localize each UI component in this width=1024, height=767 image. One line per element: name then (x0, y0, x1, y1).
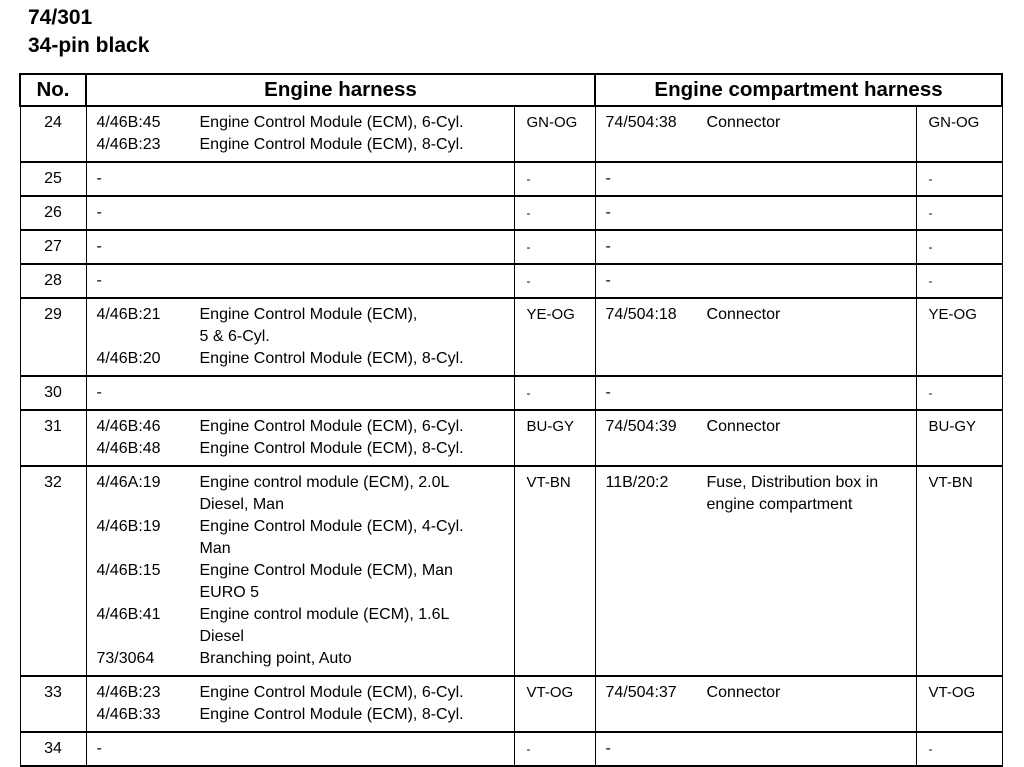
engine-harness-code: 4/46B:19 (96, 518, 161, 535)
engine-harness-code: 4/46B:23 (96, 136, 161, 153)
pin-number-text: 29 (44, 306, 62, 323)
engine-harness-description: Branching point, Auto (199, 650, 352, 667)
pin-number-text: 34 (44, 740, 62, 757)
compartment-harness-description (707, 270, 916, 292)
engine-wire-color-cell (514, 410, 595, 466)
engine-harness-code: 4/46B:45 (96, 114, 161, 131)
pin-number-text: 30 (44, 384, 62, 401)
engine-harness-description (200, 738, 514, 760)
compartment-harness-cell (595, 264, 916, 298)
engine-wire-color: GN-OG (526, 114, 578, 131)
compartment-harness-cell (595, 230, 916, 264)
engine-harness-cell (86, 410, 514, 466)
pin-number-text: 24 (44, 114, 62, 131)
engine-harness-description: Engine Control Module (ECM), Man EURO 5 (199, 562, 453, 601)
compartment-wire-color-cell (916, 230, 1002, 264)
table-row (20, 230, 1002, 264)
engine-wire-color: VT-BN (526, 474, 571, 491)
compartment-wire-color: VT-BN (928, 474, 973, 491)
compartment-wire-color-cell (916, 376, 1002, 410)
compartment-wire-color: BU-GY (928, 418, 977, 435)
compartment-wire-color: VT-OG (928, 684, 976, 701)
engine-wire-color: - (526, 206, 531, 220)
engine-wire-color: - (526, 742, 531, 756)
compartment-harness-entry (606, 236, 916, 258)
engine-harness-code: - (96, 384, 102, 401)
engine-harness-entry (97, 682, 514, 704)
engine-harness-entry (97, 202, 514, 224)
engine-harness-description (200, 202, 514, 224)
engine-wire-color: YE-OG (526, 306, 575, 323)
compartment-wire-color: - (928, 206, 933, 220)
engine-harness-description: Engine Control Module (ECM), 6-Cyl. (199, 418, 464, 435)
compartment-harness-cell (595, 106, 916, 162)
compartment-wire-color: - (928, 240, 933, 254)
compartment-harness-code: 11B/20:2 (605, 474, 669, 491)
header-engine-harness: Engine harness (86, 74, 595, 106)
pin-number-text: 33 (44, 684, 62, 701)
engine-harness-code: - (96, 204, 102, 221)
engine-harness-code: 4/46B:48 (96, 440, 161, 457)
engine-harness-description: Engine Control Module (ECM), 6-Cyl. (199, 684, 464, 701)
engine-wire-color: - (526, 240, 531, 254)
engine-harness-cell (86, 376, 514, 410)
engine-harness-entry (97, 604, 514, 648)
engine-harness-code: 73/3064 (96, 650, 155, 667)
engine-harness-code: - (96, 238, 102, 255)
engine-harness-entry (97, 236, 514, 258)
engine-harness-code: - (96, 740, 102, 757)
compartment-harness-cell (595, 162, 916, 196)
compartment-harness-entry (606, 738, 916, 760)
pin-number-text: 28 (44, 272, 62, 289)
compartment-harness-entry (606, 682, 916, 704)
compartment-wire-color-cell (916, 162, 1002, 196)
engine-harness-entry (97, 168, 514, 190)
engine-wire-color-cell (514, 732, 595, 766)
compartment-harness-cell (595, 376, 916, 410)
table-row (20, 106, 1002, 162)
table-row (20, 466, 1002, 676)
compartment-harness-entry (606, 416, 916, 438)
compartment-wire-color-cell (916, 676, 1002, 732)
engine-harness-cell (86, 196, 514, 230)
compartment-harness-code: - (605, 740, 611, 757)
engine-wire-color-cell (514, 466, 595, 676)
engine-wire-color-cell (514, 298, 595, 376)
compartment-harness-entry (606, 270, 916, 292)
table-row (20, 376, 1002, 410)
engine-harness-entry (97, 416, 514, 438)
engine-harness-description: Engine Control Module (ECM), 4-Cyl. Man (199, 518, 464, 557)
engine-harness-entry (97, 648, 514, 670)
engine-harness-description (200, 270, 514, 292)
compartment-harness-code: - (605, 272, 611, 289)
compartment-harness-description (707, 236, 916, 258)
engine-wire-color-cell (514, 106, 595, 162)
compartment-harness-description: Fuse, Distribution box in engine compartment (706, 474, 879, 513)
compartment-wire-color: - (928, 742, 933, 756)
engine-harness-description: Engine Control Module (ECM), 6-Cyl. (199, 114, 464, 131)
compartment-harness-cell (595, 732, 916, 766)
compartment-wire-color-cell (916, 196, 1002, 230)
compartment-harness-entry (606, 168, 916, 190)
compartment-wire-color: - (928, 274, 933, 288)
table-row (20, 162, 1002, 196)
engine-harness-cell (86, 230, 514, 264)
engine-harness-description (200, 168, 514, 190)
engine-wire-color-cell (514, 676, 595, 732)
pin-number (20, 230, 86, 264)
engine-harness-entry (97, 516, 514, 560)
engine-harness-code: 4/46B:33 (96, 706, 161, 723)
compartment-harness-code: - (605, 204, 611, 221)
compartment-harness-entry (606, 472, 916, 516)
engine-harness-description (200, 382, 514, 404)
engine-harness-entry (97, 304, 514, 348)
table-row (20, 298, 1002, 376)
engine-wire-color-cell (514, 162, 595, 196)
engine-harness-description: Engine Control Module (ECM), 8-Cyl. (199, 706, 464, 723)
compartment-harness-entry (606, 382, 916, 404)
compartment-wire-color-cell (916, 466, 1002, 676)
compartment-harness-code: 74/504:39 (605, 418, 677, 435)
pin-number (20, 162, 86, 196)
engine-harness-code: 4/46B:15 (96, 562, 161, 579)
engine-harness-description (200, 236, 514, 258)
engine-wire-color: - (526, 274, 531, 288)
compartment-wire-color: GN-OG (928, 114, 980, 131)
engine-harness-code: - (96, 272, 102, 289)
engine-harness-entry (97, 270, 514, 292)
engine-harness-description: Engine Control Module (ECM), 8-Cyl. (199, 350, 464, 367)
table-row (20, 196, 1002, 230)
table-row (20, 732, 1002, 766)
engine-harness-entry (97, 382, 514, 404)
compartment-wire-color-cell (916, 298, 1002, 376)
compartment-wire-color-cell (916, 264, 1002, 298)
compartment-harness-cell (595, 410, 916, 466)
engine-harness-code: 4/46B:21 (96, 306, 161, 323)
pin-number-text: 25 (44, 170, 62, 187)
header-no: No. (20, 74, 86, 106)
engine-wire-color-cell (514, 196, 595, 230)
pin-number (20, 410, 86, 466)
compartment-harness-entry (606, 202, 916, 224)
compartment-harness-entry (606, 112, 916, 134)
engine-wire-color: - (526, 172, 531, 186)
compartment-harness-cell (595, 298, 916, 376)
engine-harness-code: 4/46A:19 (96, 474, 161, 491)
pin-number (20, 466, 86, 676)
compartment-harness-description (707, 382, 916, 404)
engine-harness-description: Engine Control Module (ECM), 8-Cyl. (199, 136, 464, 153)
engine-harness-entry (97, 704, 514, 726)
compartment-harness-description: Connector (706, 418, 781, 435)
engine-harness-entry (97, 738, 514, 760)
engine-harness-code: 4/46B:46 (96, 418, 161, 435)
header-compartment-harness: Engine compartment harness (595, 74, 1002, 106)
compartment-harness-description: Connector (706, 114, 781, 131)
compartment-harness-cell (595, 676, 916, 732)
compartment-wire-color-cell (916, 106, 1002, 162)
table-header-row (20, 74, 1002, 106)
engine-harness-entry (97, 112, 514, 134)
pin-number (20, 264, 86, 298)
compartment-harness-description (707, 168, 916, 190)
compartment-harness-cell (595, 196, 916, 230)
compartment-harness-description: Connector (706, 684, 781, 701)
engine-harness-code: 4/46B:41 (96, 606, 161, 623)
compartment-harness-description: Connector (706, 306, 781, 323)
compartment-harness-code: 74/504:18 (605, 306, 677, 323)
engine-wire-color: BU-GY (526, 418, 575, 435)
pin-number-text: 32 (44, 474, 62, 491)
connector-id: 74/301 (28, 6, 93, 29)
engine-wire-color-cell (514, 230, 595, 264)
pin-table (19, 73, 1003, 767)
pin-number-text: 31 (44, 418, 62, 435)
engine-wire-color: VT-OG (526, 684, 574, 701)
engine-harness-description: Engine Control Module (ECM), 5 & 6-Cyl. (199, 306, 418, 345)
engine-harness-entry (97, 134, 514, 156)
compartment-wire-color-cell (916, 410, 1002, 466)
engine-harness-cell (86, 264, 514, 298)
compartment-harness-code: - (605, 170, 611, 187)
compartment-harness-code: 74/504:38 (605, 114, 677, 131)
pin-number (20, 196, 86, 230)
pin-number (20, 376, 86, 410)
compartment-harness-code: - (605, 384, 611, 401)
engine-harness-cell (86, 106, 514, 162)
compartment-wire-color: - (928, 172, 933, 186)
engine-harness-description: Engine control module (ECM), 2.0L Diesel, Man (199, 474, 450, 513)
table-row (20, 410, 1002, 466)
engine-harness-description: Engine control module (ECM), 1.6L Diesel (199, 606, 450, 645)
engine-harness-cell (86, 732, 514, 766)
engine-wire-color: - (526, 386, 531, 400)
compartment-harness-entry (606, 304, 916, 326)
engine-harness-description: Engine Control Module (ECM), 8-Cyl. (199, 440, 464, 457)
pin-number-text: 26 (44, 204, 62, 221)
compartment-harness-cell (595, 466, 916, 676)
engine-harness-entry (97, 472, 514, 516)
compartment-harness-code: 74/504:37 (605, 684, 677, 701)
compartment-wire-color-cell (916, 732, 1002, 766)
engine-harness-cell (86, 162, 514, 196)
engine-harness-entry (97, 438, 514, 460)
engine-wire-color-cell (514, 376, 595, 410)
compartment-harness-code: - (605, 238, 611, 255)
engine-harness-cell (86, 676, 514, 732)
engine-wire-color-cell (514, 264, 595, 298)
pin-number (20, 676, 86, 732)
connector-description: 34-pin black (28, 34, 150, 57)
pin-rows (20, 106, 1002, 766)
engine-harness-entry (97, 560, 514, 604)
pin-number (20, 298, 86, 376)
engine-harness-code: 4/46B:20 (96, 350, 161, 367)
engine-harness-code: - (96, 170, 102, 187)
table-row (20, 676, 1002, 732)
engine-harness-entry (97, 348, 514, 370)
table-row (20, 264, 1002, 298)
pin-number (20, 732, 86, 766)
engine-harness-code: 4/46B:23 (96, 684, 161, 701)
engine-harness-cell (86, 298, 514, 376)
pin-number-text: 27 (44, 238, 62, 255)
compartment-harness-description (707, 202, 916, 224)
pin-number (20, 106, 86, 162)
compartment-wire-color: - (928, 386, 933, 400)
compartment-harness-description (707, 738, 916, 760)
compartment-wire-color: YE-OG (928, 306, 977, 323)
engine-harness-cell (86, 466, 514, 676)
